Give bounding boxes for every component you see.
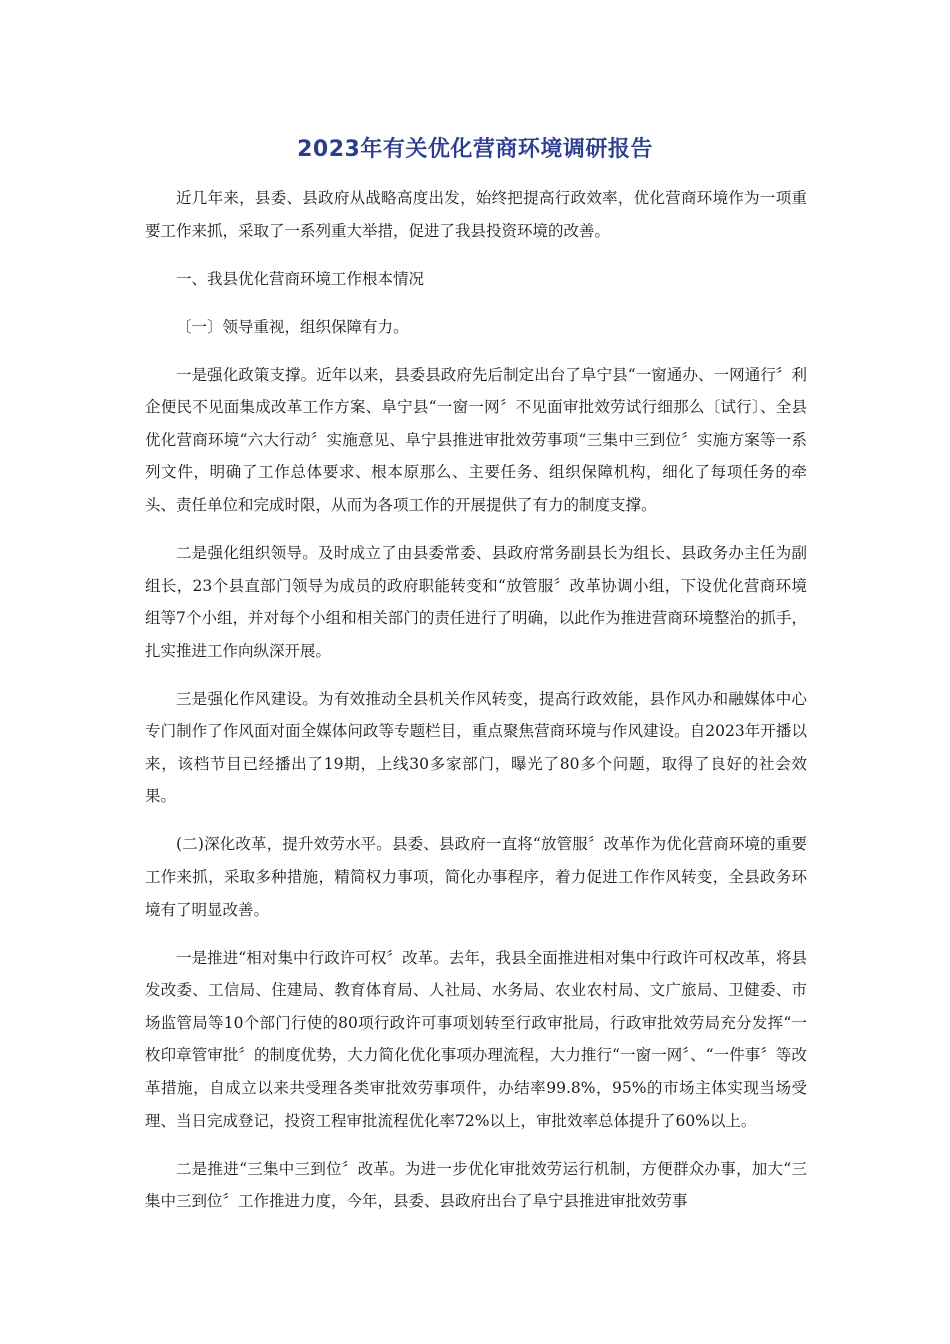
- document-body: [145, 182, 807, 1233]
- paragraph: (二)深化改革，提升效劳水平。县委、县政府一直将“放管服〞改革作为优化营商环境的重要工作来抓，采取多种措施，精简权力事项，简化办事程序，着力促进工作作风转变，全县政务环境有了明显改善。: [145, 835, 807, 919]
- subsection-heading: 〔一〕领导重视，组织保障有力。: [176, 317, 409, 336]
- paragraph: 二是强化组织领导。及时成立了由县委常委、县政府常务副县长为组长、县政务办主任为副组长，23个县直部门领导为成员的政府职能转变和“放管服〞改革协调小组，下设优化营商环境组等7个小组，并对每个小组和相关部门的责任进行了明确，以此作为推进营商环境整治的抓手，扎实推进工作向纵深开展。: [145, 543, 807, 660]
- section-heading: 一、我县优化营商环境工作根本情况: [176, 269, 425, 288]
- paragraph: 三是强化作风建设。为有效推动全县机关作风转变，提高行政效能，县作风办和融媒体中心专门制作了作风面对面全媒体问政等专题栏目，重点聚焦营商环境与作风建设。自2023年开播以来，该档节目已经播出了19期，上线30多家部门，曝光了80多个问题，取得了良好的社会效果。: [145, 689, 807, 806]
- paragraph: 二是推进“三集中三到位〞改革。为进一步优化审批效劳运行机制，方便群众办事，加大“三集中三到位〞工作推进力度，今年，县委、县政府出台了阜宁县推进审批效劳事: [145, 1159, 807, 1211]
- paragraph-intro: 近几年来，县委、县政府从战略高度出发，始终把提高行政效率，优化营商环境作为一项重要工作来抓，采取了一系列重大举措，促进了我县投资环境的改善。: [145, 189, 807, 240]
- paragraph: 一是强化政策支撑。近年以来，县委县政府先后制定出台了阜宁县“一窗通办、一网通行〞利企便民不见面集成改革工作方案、阜宁县“一窗一网〞不见面审批效劳试行细那么〔试行〕、全县优化营商环境“六大行动〞实施意见、阜宁县推进审批效劳事项“三集中三到位〞实施方案等一系列文件，明确了工作总体要求、根本原那么、主要任务、组织保障机构，细化了每项任务的牵头、责任单位和完成时限，从而为各项工作的开展提供了有力的制度支撑。: [145, 365, 807, 514]
- paragraph: 一是推进“相对集中行政许可权〞改革。去年，我县全面推进相对集中行政许可权改革，将县发改委、工信局、住建局、教育体育局、人社局、水务局、农业农村局、文广旅局、卫健委、市场监管局等10个部门行使的80项行政许可事项划转至行政审批局，行政审批效劳局充分发挥“一枚印章管审批〞的制度优势，大力简化优化事项办理流程，大力推行“一窗一网〞、“一件事〞等改革措施，自成立以来共受理各类审批效劳事项件，办结率99.8%，95%的市场主体实现当场受理、当日完成登记，投资工程审批流程优化率72%以上，审批效率总体提升了60%以上。: [145, 948, 807, 1130]
- document-title: 2023年有关优化营商环境调研报告: [297, 137, 653, 162]
